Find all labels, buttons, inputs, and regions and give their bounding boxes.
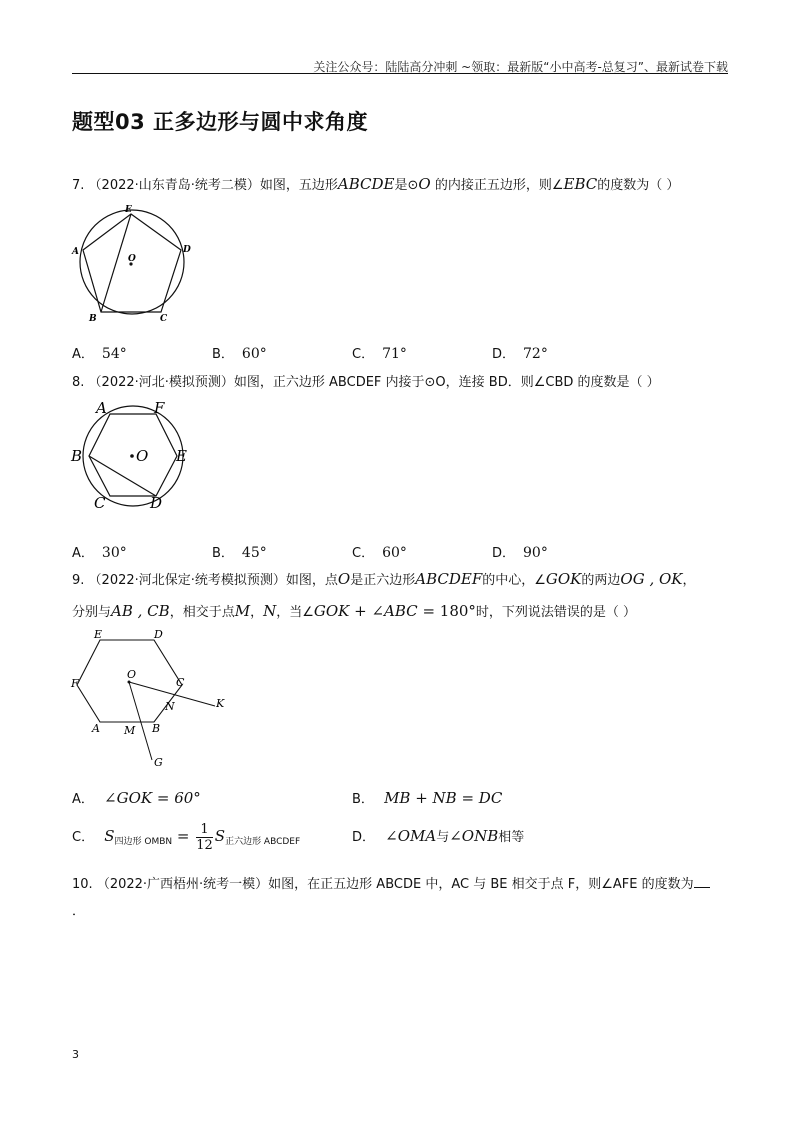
question-text: 是⊙ <box>394 178 419 193</box>
label-C: C <box>94 494 106 512</box>
section-title: 题型03 正多边形与圆中求角度 <box>72 110 369 134</box>
label-F: F <box>154 399 165 417</box>
question-text: 的内接正五边形，则∠ <box>430 178 564 193</box>
math-area-symbol: S <box>104 827 115 845</box>
option-letter: A． <box>72 792 94 807</box>
question-text: （2022·广西梧州·统考一模）如图，在正五边形 ABCDE 中，AC 与 BE 相交于点 F，则∠AFE 的度数为 <box>96 877 694 892</box>
question-7-text <box>72 174 679 196</box>
math-angle: GOK <box>313 602 350 620</box>
math-subscript: 正六边形 ABCDEF <box>225 837 301 847</box>
q7-option-b[interactable] <box>212 343 267 362</box>
math-area-symbol: S <box>214 827 226 845</box>
label-B: B <box>152 722 161 735</box>
math-point: N <box>263 602 277 620</box>
question-text: 的度数为（ ） <box>597 178 680 193</box>
question-number: 10. <box>72 877 93 892</box>
math-angle: ∠ONB <box>449 827 499 845</box>
option-value: 72° <box>523 346 548 362</box>
math-subscript: 四边形 OMBN <box>114 837 173 847</box>
label-F: F <box>71 677 79 690</box>
math-sides: OG , OK <box>620 570 683 588</box>
q9-figure <box>70 628 240 770</box>
question-10-tail: ． <box>72 904 86 919</box>
math-polygon: ABCDE <box>337 175 395 193</box>
label-E: E <box>125 205 132 215</box>
question-text: （2022·河北保定·统考模拟预测）如图，点 <box>88 573 338 588</box>
option-letter: C． <box>352 347 375 362</box>
q8-figure <box>70 398 200 513</box>
option-value: ∠GOK = 60° <box>104 789 201 807</box>
label-A: A <box>72 247 79 257</box>
option-value: MB + NB = DC <box>384 789 503 807</box>
option-value: 45° <box>241 545 267 561</box>
option-value: 54° <box>101 346 127 362</box>
option-letter: D． <box>492 347 516 362</box>
option-value: 60° <box>241 346 267 362</box>
math-fraction <box>196 822 213 853</box>
math-point: M <box>234 602 251 620</box>
label-D: D <box>154 628 163 641</box>
question-text: 时，下列说法错误的是（ ） <box>475 605 637 620</box>
question-text: 是正六边形 <box>350 573 416 588</box>
option-text: 与 <box>436 830 450 845</box>
label-B: B <box>71 447 83 465</box>
question-10-text <box>72 873 710 895</box>
label-C: C <box>160 314 168 324</box>
math-equation: = 180° <box>417 602 476 620</box>
q7-figure <box>70 200 195 328</box>
math-operator: + ∠ <box>349 602 385 620</box>
label-D: D <box>150 494 163 512</box>
option-value: 60° <box>382 545 407 561</box>
option-letter: D． <box>492 546 516 561</box>
math-angle: ABC <box>384 602 418 620</box>
question-text: 的两边 <box>581 573 621 588</box>
q7-option-a[interactable] <box>72 343 127 362</box>
label-M: M <box>124 724 136 737</box>
header-text: 关注公众号：陆陆高分冲刺 ~领取：最新版“小中高考-总复习”、最新试卷下载 <box>313 60 728 74</box>
label-B: B <box>89 314 97 324</box>
option-value: 90° <box>523 545 548 561</box>
label-N: N <box>165 700 175 713</box>
question-text: 的中心，∠ <box>482 573 546 588</box>
fraction-denominator: 12 <box>196 838 213 853</box>
label-E: E <box>176 447 187 465</box>
math-sides: AB , CB <box>111 602 170 620</box>
option-letter: B． <box>212 546 234 561</box>
label-C: C <box>176 676 185 689</box>
q8-option-c[interactable] <box>352 542 407 561</box>
option-letter: A． <box>72 546 94 561</box>
question-text: （2022·河北·模拟预测）如图，正六边形 ABCDEF 内接于⊙O，连接 BD．则∠CBD 的度数是（ ） <box>88 375 660 390</box>
label-E: E <box>94 628 103 641</box>
question-9-line-2 <box>72 601 636 623</box>
question-source: （2022·山东青岛·统考二模）如图，五边形 <box>88 178 338 193</box>
math-angle: ∠OMA <box>385 827 437 845</box>
question-9-line-1 <box>72 569 696 591</box>
label-O: O <box>127 668 137 681</box>
label-O: O <box>136 447 149 465</box>
question-text: ， <box>682 573 696 588</box>
q9-option-c[interactable] <box>72 822 300 853</box>
question-text: ，当∠ <box>276 605 314 620</box>
q9-option-d[interactable] <box>352 826 524 845</box>
option-letter: D． <box>352 830 376 845</box>
math-operator: = <box>172 827 195 845</box>
math-point: O <box>337 570 351 588</box>
question-text: ，相交于点 <box>169 605 235 620</box>
option-text: 相等 <box>498 830 525 845</box>
label-G: G <box>154 756 163 769</box>
answer-blank[interactable] <box>694 873 710 888</box>
q9-option-a[interactable] <box>72 788 201 807</box>
question-8-text <box>72 373 660 393</box>
option-value: 30° <box>101 545 127 561</box>
option-letter: A． <box>72 347 94 362</box>
question-number: 9. <box>72 573 85 588</box>
header-divider <box>72 73 728 74</box>
option-letter: C． <box>352 546 375 561</box>
question-text: 分别与 <box>72 605 112 620</box>
question-number: 8. <box>72 375 85 390</box>
q8-option-a[interactable] <box>72 542 127 561</box>
fraction-numerator: 1 <box>196 822 213 838</box>
q8-option-b[interactable] <box>212 542 267 561</box>
option-letter: C． <box>72 830 95 845</box>
q7-option-d[interactable] <box>492 343 548 362</box>
question-number: 7. <box>72 178 85 193</box>
math-angle: EBC <box>563 175 598 193</box>
q8-option-d[interactable] <box>492 542 548 561</box>
question-text: ， <box>250 605 264 620</box>
math-circle: O <box>418 175 431 193</box>
q9-option-b[interactable] <box>352 788 502 807</box>
math-polygon: ABCDEF <box>415 570 483 588</box>
label-O: O <box>128 254 136 264</box>
q7-option-c[interactable] <box>352 343 407 362</box>
page-number: 3 <box>72 1048 79 1061</box>
label-D: D <box>183 245 191 255</box>
label-A: A <box>92 722 100 735</box>
label-K: K <box>216 697 225 710</box>
option-letter: B． <box>352 792 374 807</box>
option-letter: B． <box>212 347 234 362</box>
option-value: 71° <box>382 346 407 362</box>
label-A: A <box>96 399 107 417</box>
math-angle: GOK <box>545 570 582 588</box>
